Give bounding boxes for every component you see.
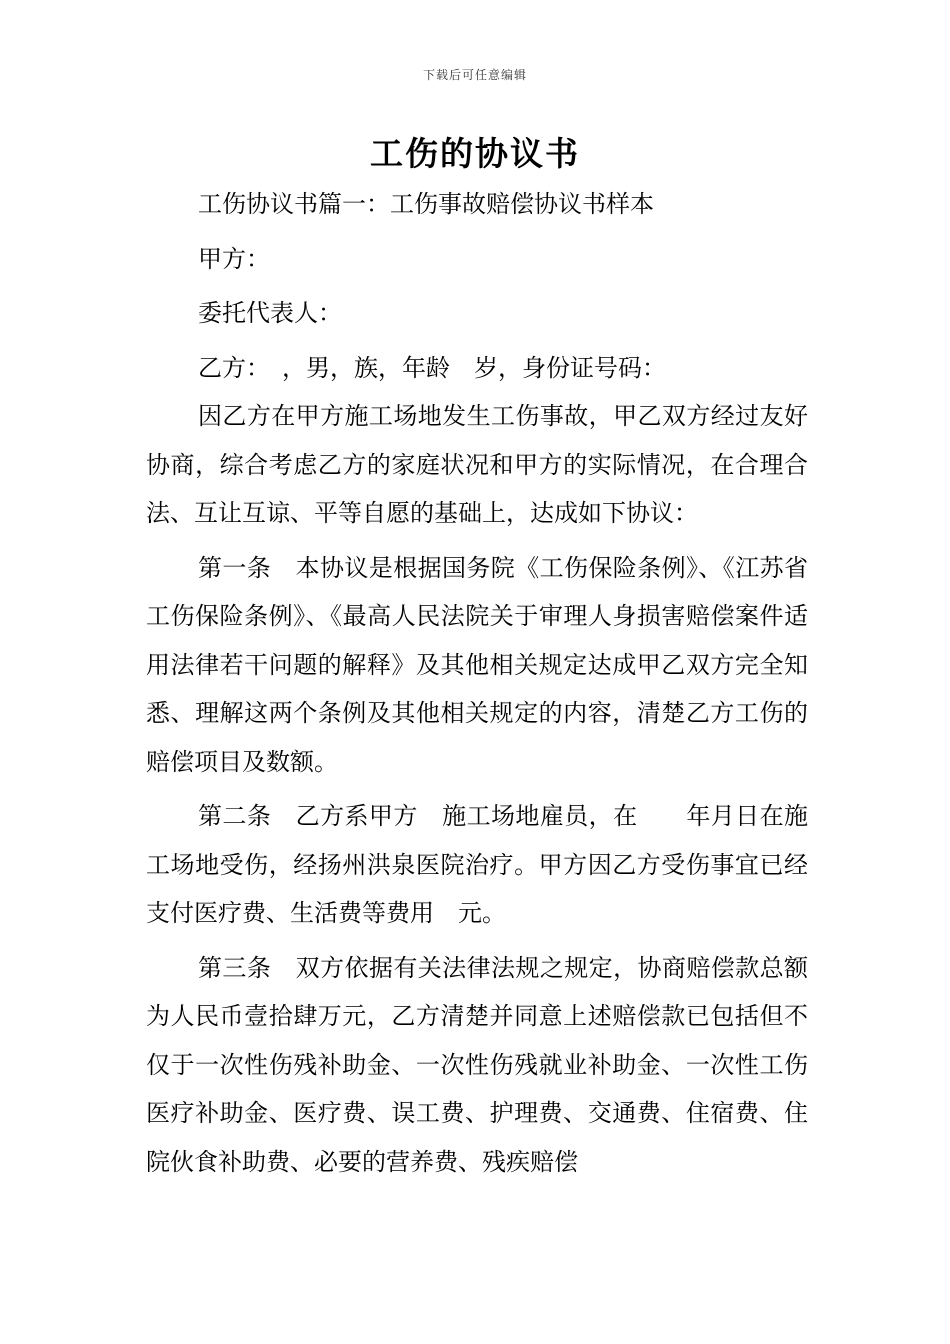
subtitle-line: 工伤协议书篇一：工伤事故赔偿协议书样本 <box>198 190 654 218</box>
article-1-paragraph: 第一条 本协议是根据国务院《工伤保险条例》、《江苏省工伤保险条例》、《最高人民法院关于审理人身损害赔偿案件适用法律若干问题的解释》及其他相关规定达成甲乙双方完全知悉、理解这两个条例及其他相关规定的内容，清楚乙方工伤的赔偿项目及数额。 <box>146 553 808 776</box>
header-note: 下载后可任意编辑 <box>422 68 527 82</box>
intro-paragraph: 因乙方在甲方施工场地发生工伤事故，甲乙双方经过友好协商，综合考虑乙方的家庭状况和甲方的实际情况，在合理合法、互让互谅、平等自愿的基础上，达成如下协议： <box>146 402 808 527</box>
party-a-line: 甲方： <box>198 244 270 273</box>
article-2-paragraph: 第二条 乙方系甲方 施工场地雇员，在 年月日在施工场地受伤，经扬州洪泉医院治疗。甲方因乙方受伤事宜已经支付医疗费、生活费等费用 元。 <box>146 802 808 927</box>
document-body <box>146 180 808 1186</box>
agent-line: 委托代表人： <box>198 299 342 327</box>
article-3-paragraph: 第三条 双方依据有关法律法规之规定，协商赔偿款总额为人民币壹拾肆万元，乙方清楚并同意上述赔偿款已包括但不仅于一次性伤残补助金、一次性伤残就业补助金、一次性工伤医疗补助金、医疗费、误工费、护理费、交通费、住宿费、住院伙食补助费、必要的营养费、残疾赔偿 <box>146 953 808 1176</box>
party-b-line: 乙方： ，男，族，年龄 岁，身份证号码： <box>198 353 666 382</box>
document-title: 工伤的协议书 <box>370 134 580 173</box>
